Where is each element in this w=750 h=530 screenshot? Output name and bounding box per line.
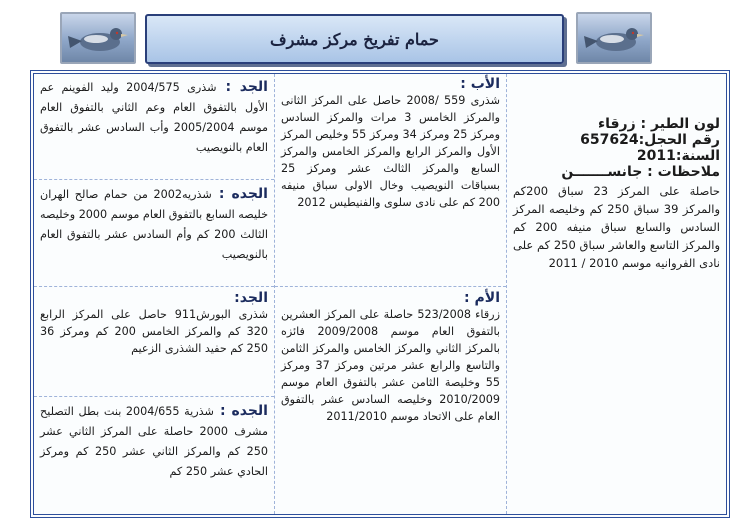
mother-cell	[275, 288, 506, 427]
maternal-grandfather-heading: الجد:	[234, 290, 268, 306]
paternal-grandfather-cell	[34, 74, 274, 158]
paternal-grandmother-heading: الجده :	[218, 186, 268, 202]
paternal-grandfather-heading: الجد :	[225, 79, 268, 95]
grandparents-divider-2	[34, 286, 274, 287]
maternal-grandmother-text: شذرية 2004/655 بنت بطل التصليح مشرف 2000 حاصلة على المركز الثاني عشر 250 كم والمركز الثاني عشر 250 كم ومركز الحادي عشر 250 كم	[40, 405, 268, 478]
pigeon-icon	[62, 14, 134, 62]
grandparents-divider-3	[34, 396, 274, 397]
bird-info-cell	[507, 114, 726, 274]
maternal-grandfather-cell	[34, 288, 274, 359]
maternal-grandmother-heading: الجده :	[219, 403, 268, 419]
bird-color: لون الطير : زرقاء	[597, 116, 720, 132]
bird-ring-number: رقم الحجل:657624	[580, 132, 720, 148]
pedigree-frame	[30, 70, 730, 518]
father-text: شذرى 559 /2008 حاصل على المركز الثانى والمركز الخامس 3 مرات والمركز السادس ومركز 25 ومركز 34 ومركز 55 وخليص المركز الأول والمركز الرابع والمركز الخامس والمركز السابع والمركز الثالث عشر ومركز 25 بسباقات النويصيب وخال الاولى سباق منيفه 200 كم على نادى سلوى والفنيطيس 2012	[281, 94, 501, 209]
grandparents-divider-1	[34, 179, 274, 180]
paternal-grandmother-text: شذريه2002 من حمام صالح الهران خليصه السابع بالتفوق العام موسم 2000 وخليصه الثالث 200 كم وأم السادس عشر بالتفوق العام بالنويصيب	[40, 188, 269, 261]
title-banner	[145, 14, 564, 64]
pigeon-photo-left	[60, 12, 136, 64]
pigeon-photo-right	[576, 12, 652, 64]
bird-info-column	[506, 74, 726, 514]
bird-notes-label: ملاحظات : جانســـــــن	[561, 164, 720, 180]
maternal-grandmother-cell	[34, 398, 274, 482]
bird-year: السنة:2011	[636, 148, 720, 164]
bird-notes-text: حاصلة على المركز 23 سباق 200كم والمركز 39 سباق 250 كم وخليصه المركز السادس والسابع سباق منيفه 200 كم والمركز التاسع والعاشر سباق 250 كم على نادى الفروانيه موسم 2010 / 2011	[513, 184, 721, 270]
mother-heading: الأم :	[464, 290, 500, 306]
pigeon-icon	[578, 14, 650, 62]
mother-text: زرقاء 523/2008 حاصلة على المركز العشرين بالتفوق العام موسم 2009/2008 فائزه بالمركز الثاني والمركز الخامس والمركز الثامن والتاسع والرابع عشر مرتين ومركز 37 ومركز 55 وخليصة الثامن عشر بالتفوق العام موسم 2010/2009 وخليصه السادس عشر بالتفوق العام على الاتحاد موسم 2011/2010	[281, 308, 500, 423]
page-title: حمام تفريخ مركز مشرف	[270, 29, 439, 49]
father-heading: الأب :	[460, 76, 500, 92]
parents-column	[274, 74, 506, 514]
father-cell	[275, 74, 506, 213]
paternal-grandfather-text: شذرى 2004/575 وليد الفوينم عم الأول بالتفوق العام وعم الثاني بالتفوق العام موسم 2005/2004 وأب السادس عشر بالتفوق العام بالنويصيب	[40, 81, 268, 154]
paternal-grandmother-cell	[34, 181, 274, 265]
maternal-grandfather-text: شذرى البورش911 حاصل على المركز الرابع 320 كم والمركز الخامس 200 كم ومركز 36 250 كم حفيد الشذرى الزعيم	[40, 308, 268, 355]
grandparents-column	[34, 74, 274, 514]
parents-divider	[275, 286, 506, 287]
